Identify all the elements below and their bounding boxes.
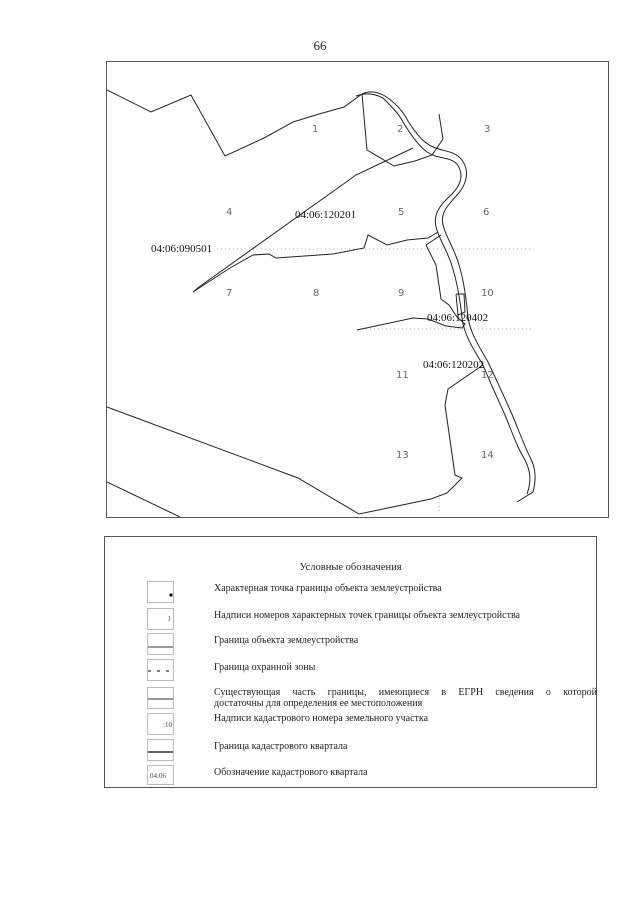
legend-item-text: Существующая часть границы, имеющиеся в ЕГРН сведения о которой [214,687,597,698]
cadastral-quarter-label: 04:06:120202 [423,359,485,371]
legend-item-text: Граница охранной зоны [214,662,316,673]
point-label: 7 [226,288,233,299]
legend-swatch-quarter-label [147,765,174,785]
point-label: 5 [398,207,405,218]
legend [104,536,597,788]
river-boundary-east [362,92,535,502]
river-boundary-west [356,94,530,494]
quarter-boundary [107,482,180,517]
legend-swatch-object-boundary [147,633,174,655]
legend-item-text: Надписи номеров характерных точек границы объекта землеустройства [214,610,520,621]
legend-swatch-quarter-boundary [147,739,174,761]
quarter-boundary [193,232,438,292]
point-label: 13 [396,450,409,461]
cadastral-map [106,61,609,518]
point-label: 14 [481,450,494,461]
point-marker-icon [148,582,174,603]
legend-item-text: Граница объекта землеустройства [214,635,359,646]
legend-swatch-text: :10 [163,721,172,729]
point-label: 2 [397,124,404,135]
legend-item-text: достаточны для определения ее местоположения [214,698,423,709]
map-svg [107,62,609,518]
cadastral-quarter-label: 04:06:090501 [151,243,213,255]
legend-title: Условные обозначения [299,562,402,573]
cadastral-quarter-label: 04:06:120201 [295,209,357,221]
point-label: 1 [312,124,319,135]
cadastral-quarter-label: 04:06:120402 [427,312,489,324]
page-number: 66 [313,38,327,53]
legend-item-text: Обозначение кадастрового квартала [214,767,368,778]
legend-item-text: Граница кадастрового квартала [214,741,348,752]
point-label: 9 [398,288,405,299]
legend-swatch-protection-zone [147,659,174,681]
solid-line-icon [148,740,174,761]
solid-line-icon [148,688,174,709]
legend-item-text: Надписи кадастрового номера земельного участка [214,713,429,724]
dashed-line-icon [148,660,174,681]
legend-swatch-existing-boundary [147,687,174,709]
point-label: 12 [481,370,494,381]
legend-swatch-point [147,581,174,603]
legend-swatch-cadastral-number [147,713,174,735]
point-label: 4 [226,207,233,218]
legend-swatch-text: 1 [167,615,171,623]
point-label: 11 [396,370,409,381]
point-label: 3 [484,124,491,135]
legend-swatch-point-label [147,608,174,630]
point-label: 6 [483,207,490,218]
solid-line-icon [148,634,174,655]
quarter-boundary [107,90,362,156]
legend-item-text: Характерная точка границы объекта землеустройства [214,583,442,594]
legend-swatch-text: 04:06 [150,772,166,780]
quarter-boundary [107,365,483,514]
point-label: 10 [481,288,494,299]
point-label: 8 [313,288,320,299]
